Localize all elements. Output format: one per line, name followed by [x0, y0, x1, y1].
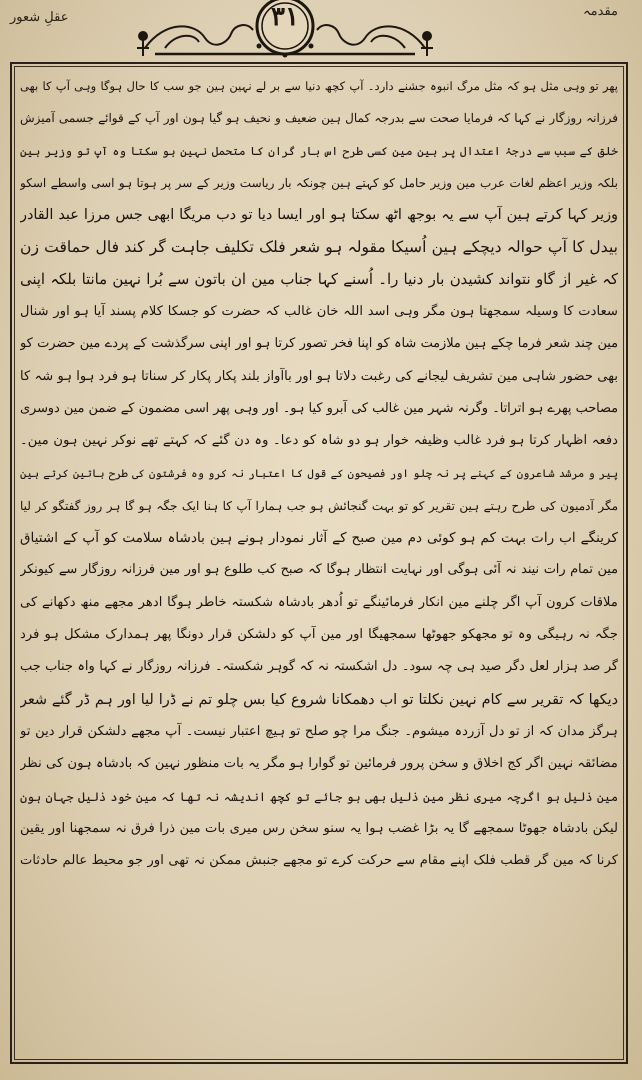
text-line: گر صد ہزار لعل دگر صید ہی چہ سود۔ دل اشکستہ نہ کہ گوہر شکستہ۔ فرزانہ روزگار نے کہا واہ جناب جب — [20, 659, 618, 675]
text-line: پھر تو وہی مثل ہو کہ مثل مرگ انبوہ جشنے دارد۔ آپ کچھ دنیا سے بر لے نہین ہین جو سب کا حال ہوگا وہی آپ کا بھی — [20, 79, 618, 93]
text-line: بلکہ وزیر اعظم لغات عرب مین وزیر حامل کو کہتے ہین چونکہ بار ریاست وزیر کے سر پر ہوتا ہو اسی واسطے اسکو — [20, 175, 618, 190]
text-line: مین چند شعر فرما چکے ہین ملازمت شاہ کو اپنا فخر تصور کرتا ہو اور اپنی سرگذشت کے پردے مین حضرت کو — [20, 336, 618, 352]
book-title: عقلِ شعور — [10, 10, 69, 25]
section-title: مقدمہ — [583, 4, 618, 19]
page-header — [0, 0, 642, 62]
text-line: کرینگے اب رات بہت کم ہو کوئی دم مین صبح کے آثار نمودار ہونے ہین بادشاہ سلامت کو آپ کے اشتیاق — [20, 530, 618, 547]
text-line: مضائقہ نہین اگر کج اخلاق و سخن پرور فرمائین تو گوارا ہو مگر یہ بات منظور نہین کہ بادشاہ ہون کی نظر — [20, 756, 618, 772]
text-line: لیکن بادشاہ جھوٹا سمجھے گا یہ بڑا غضب ہوا یہ سنو سخن رس میری بات مین ذرا فرق نہ سمجھنا اور یقین — [20, 820, 618, 836]
text-line: کرنا کہ مین گر قطب فلک اپنے مقام سے حرکت کرے تو مجھے جنبش ممکن نہ تھی اور جو محیط عالم حادثات — [20, 853, 618, 869]
text-line: دفعہ اظہار کرتا ہو فرد غالب وظیفہ خوار ہو دو شاہ کو دعا۔ وہ دن گئے کہ کہتے تھے نوکر نہین ہون مین۔ — [20, 433, 618, 449]
text-line: فرزانہ روزگار نے کہا کہ فرمایا صحت سے بدرجہ کمال ہین ضعیف و نحیف ہو گیا ہون اور آپ کے قوائے جسمی آمیزش — [20, 111, 618, 126]
text-line: وزیر کہا کرتے ہین آپ سے یہ بوجھ اٹھ سکتا ہو اور ایسا دیا تو دب مریگا ابھی جس مرزا عبد القادر — [20, 207, 618, 224]
text-line: بیدل کا آپ حوالہ دیچکے ہین اُسیکا مقولہ ہو شعر فلک تکلیف جاہت گر کند فال حماقت زن — [20, 238, 618, 257]
page-text — [20, 70, 618, 877]
text-line: جگہ نہ رہیگی وہ تو مجھکو جھوٹھا سمجھیگا اور مین آپ کو دلشکن قرار دونگا پھر ہمدارک مشکل ہو فرد — [20, 627, 618, 643]
text-line: مصاحب پھرے ہو اتراتا۔ وگرنہ شہر مین غالب کی آبرو کیا ہو۔ اور وہی پھر اسی مضمون کے ضمن مین دوسری — [20, 400, 618, 416]
text-line: مگر آدمیون کی طرح رہتے ہین تقریر کو تو بہت گنجائش ہو جب ہمارا آپ کا ہنا ایک جگہ ہو گا ہر روز گفتگو کر لیا — [20, 498, 618, 513]
text-line: دیکھا کہ تقریر سے کام نہین نکلتا تو اب دھمکانا شروع کیا بس چلو تم نے ڈرا لیا اور ہم ڈر گئے شعر — [20, 691, 618, 708]
text-line: بھی حضور شاہی مین تشریف لیجانے کی رغبت دلاتا ہو اور باآواز بلند پکار پکار کر سناتا ہو فرد ہوا ہو شہ کا — [20, 368, 618, 384]
text-line: پیر و مرشد شاعرون کے کہنے پر نہ چلو اور فصیحون کے قول کا اعتبار نہ کرو وہ فرشتون کی طرح باتین کرتے ہین — [20, 466, 618, 480]
text-line: سعادت کا وسیلہ سمجھتا ہون مگر وہی اسد اللہ خان غالب کہ حضرت کو جسکا کلام پسند آیا ہو اور شنال — [20, 304, 618, 320]
text-line: مین ذلیل ہو اگرچہ میری نظر مین ذلیل بھی ہو جائے تو کچھ اندیشہ نہ تھا کہ مین خود ذلیل جہان ہون — [20, 789, 618, 804]
text-line: کہ غیر از گاو نتواند کشیدن بار دنیا را۔ اُسنے کہا جناب مین ان باتون سے بُرا نہین مانتا بلکہ اپنی — [20, 270, 618, 288]
text-line: مین تمام رات نیند نہ آئی ہوگی اور نہایت انتظار ہوگا کہ صبح کب طلوع ہو اور مین فرزانہ روزگار سے کیونکر — [20, 562, 618, 578]
page-number: ۳۱ — [271, 2, 299, 32]
text-line: ملاقات کرون آپ اگر چلنے مین انکار فرمائینگے تو اُدھر بادشاہ شکستہ خاطر ہوگا ادھر مجھے منھ دکھانے کی — [20, 594, 618, 610]
text-line: ہرگز مدان کہ از تو دل آزردہ میشوم۔ جنگ مرا چو صلح تو ہیچ اعتبار نیست۔ آپ مجھے دلشکن قرار دین تو — [20, 723, 618, 739]
text-line: خلق کے سبب سے درجۂ اعتدال پر ہین مین کسی طرح اس بار گران کا متحمل نہین ہو سکتا وہ آپ تو وزیر ہین — [20, 143, 618, 158]
